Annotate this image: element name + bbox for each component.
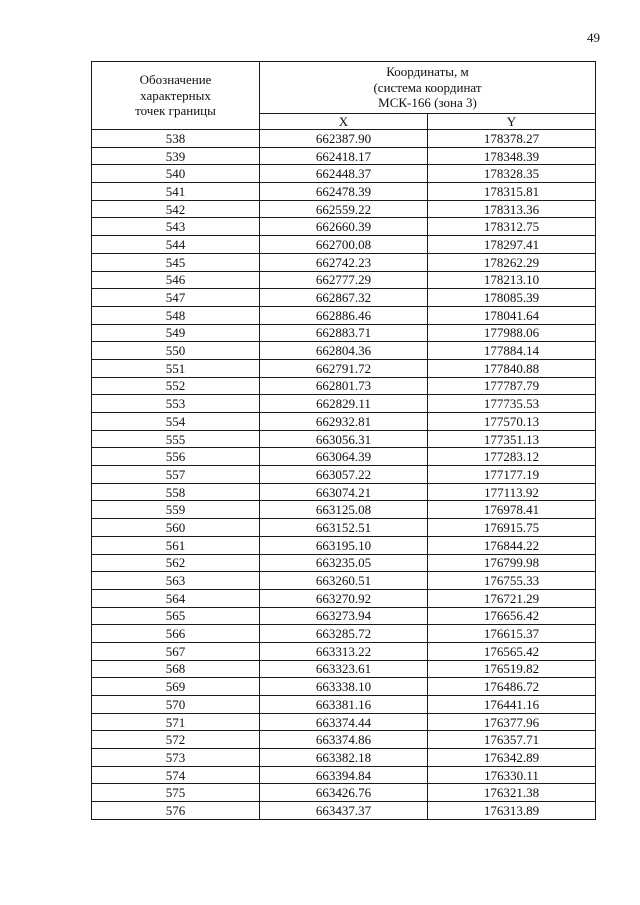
table-row bbox=[92, 572, 596, 590]
point-cell: 541 bbox=[92, 183, 260, 201]
point-cell: 540 bbox=[92, 165, 260, 183]
y-coordinate-cell: 176321.38 bbox=[428, 784, 596, 802]
point-cell: 539 bbox=[92, 147, 260, 165]
y-coordinate-cell: 176755.33 bbox=[428, 572, 596, 590]
table-row bbox=[92, 625, 596, 643]
table-row bbox=[92, 784, 596, 802]
point-cell: 548 bbox=[92, 306, 260, 324]
y-coordinate-cell: 178312.75 bbox=[428, 218, 596, 236]
y-coordinate-cell: 178328.35 bbox=[428, 165, 596, 183]
y-coordinate-cell: 177570.13 bbox=[428, 413, 596, 431]
y-coordinate-cell: 176330.11 bbox=[428, 766, 596, 784]
y-column-header: Y bbox=[428, 114, 596, 130]
y-coordinate-cell: 176978.41 bbox=[428, 501, 596, 519]
y-coordinate-cell: 177787.79 bbox=[428, 377, 596, 395]
table-row bbox=[92, 253, 596, 271]
y-coordinate-cell: 177735.53 bbox=[428, 395, 596, 413]
table-row bbox=[92, 749, 596, 767]
x-coordinate-cell: 662387.90 bbox=[260, 130, 428, 148]
table-row bbox=[92, 713, 596, 731]
y-coordinate-cell: 177884.14 bbox=[428, 342, 596, 360]
table-row bbox=[92, 306, 596, 324]
table-row bbox=[92, 130, 596, 148]
point-cell: 564 bbox=[92, 589, 260, 607]
y-coordinate-cell: 177988.06 bbox=[428, 324, 596, 342]
point-cell: 545 bbox=[92, 253, 260, 271]
table-row bbox=[92, 183, 596, 201]
point-cell: 569 bbox=[92, 678, 260, 696]
y-coordinate-cell: 176615.37 bbox=[428, 625, 596, 643]
y-coordinate-cell: 178297.41 bbox=[428, 236, 596, 254]
y-coordinate-cell: 178262.29 bbox=[428, 253, 596, 271]
point-cell: 556 bbox=[92, 448, 260, 466]
table-row bbox=[92, 731, 596, 749]
coordinates-table bbox=[91, 61, 596, 820]
table-row bbox=[92, 678, 596, 696]
table-row bbox=[92, 395, 596, 413]
x-coordinate-cell: 663338.10 bbox=[260, 678, 428, 696]
x-coordinate-cell: 663394.84 bbox=[260, 766, 428, 784]
x-coordinate-cell: 663056.31 bbox=[260, 430, 428, 448]
y-coordinate-cell: 178085.39 bbox=[428, 289, 596, 307]
point-cell: 544 bbox=[92, 236, 260, 254]
x-coordinate-cell: 662883.71 bbox=[260, 324, 428, 342]
table-row bbox=[92, 536, 596, 554]
point-cell: 566 bbox=[92, 625, 260, 643]
y-coordinate-cell: 178348.39 bbox=[428, 147, 596, 165]
point-cell: 560 bbox=[92, 519, 260, 537]
y-coordinate-cell: 176519.82 bbox=[428, 660, 596, 678]
point-cell: 567 bbox=[92, 642, 260, 660]
x-coordinate-cell: 662791.72 bbox=[260, 359, 428, 377]
table-row bbox=[92, 766, 596, 784]
point-cell: 563 bbox=[92, 572, 260, 590]
table-row bbox=[92, 271, 596, 289]
table-row bbox=[92, 430, 596, 448]
x-coordinate-cell: 663074.21 bbox=[260, 483, 428, 501]
x-coordinate-cell: 662700.08 bbox=[260, 236, 428, 254]
table-row bbox=[92, 165, 596, 183]
point-cell: 551 bbox=[92, 359, 260, 377]
y-coordinate-cell: 178041.64 bbox=[428, 306, 596, 324]
table-body bbox=[92, 130, 596, 820]
y-coordinate-cell: 177840.88 bbox=[428, 359, 596, 377]
point-cell: 547 bbox=[92, 289, 260, 307]
x-coordinate-cell: 662801.73 bbox=[260, 377, 428, 395]
y-coordinate-cell: 176721.29 bbox=[428, 589, 596, 607]
point-cell: 543 bbox=[92, 218, 260, 236]
y-coordinate-cell: 177113.92 bbox=[428, 483, 596, 501]
y-coordinate-cell: 178378.27 bbox=[428, 130, 596, 148]
table-row bbox=[92, 289, 596, 307]
x-coordinate-cell: 662932.81 bbox=[260, 413, 428, 431]
point-cell: 555 bbox=[92, 430, 260, 448]
y-coordinate-cell: 176377.96 bbox=[428, 713, 596, 731]
x-column-header: X bbox=[260, 114, 428, 130]
x-coordinate-cell: 662742.23 bbox=[260, 253, 428, 271]
x-coordinate-cell: 662804.36 bbox=[260, 342, 428, 360]
y-coordinate-cell: 176342.89 bbox=[428, 749, 596, 767]
y-coordinate-cell: 177283.12 bbox=[428, 448, 596, 466]
point-cell: 576 bbox=[92, 802, 260, 820]
x-coordinate-cell: 663285.72 bbox=[260, 625, 428, 643]
x-coordinate-cell: 663260.51 bbox=[260, 572, 428, 590]
table-row bbox=[92, 200, 596, 218]
y-coordinate-cell: 178213.10 bbox=[428, 271, 596, 289]
x-coordinate-cell: 662867.32 bbox=[260, 289, 428, 307]
point-cell: 574 bbox=[92, 766, 260, 784]
table-row bbox=[92, 147, 596, 165]
table-row bbox=[92, 589, 596, 607]
point-cell: 557 bbox=[92, 466, 260, 484]
point-cell: 565 bbox=[92, 607, 260, 625]
point-cell: 538 bbox=[92, 130, 260, 148]
point-cell: 573 bbox=[92, 749, 260, 767]
table-row bbox=[92, 607, 596, 625]
table-row bbox=[92, 377, 596, 395]
table-row bbox=[92, 448, 596, 466]
point-cell: 558 bbox=[92, 483, 260, 501]
point-cell: 559 bbox=[92, 501, 260, 519]
x-coordinate-cell: 662777.29 bbox=[260, 271, 428, 289]
x-coordinate-cell: 662478.39 bbox=[260, 183, 428, 201]
y-coordinate-cell: 176799.98 bbox=[428, 554, 596, 572]
x-coordinate-cell: 663374.86 bbox=[260, 731, 428, 749]
y-coordinate-cell: 178313.36 bbox=[428, 200, 596, 218]
x-coordinate-cell: 663437.37 bbox=[260, 802, 428, 820]
x-coordinate-cell: 662886.46 bbox=[260, 306, 428, 324]
point-cell: 572 bbox=[92, 731, 260, 749]
point-cell: 561 bbox=[92, 536, 260, 554]
x-coordinate-cell: 663057.22 bbox=[260, 466, 428, 484]
point-cell: 568 bbox=[92, 660, 260, 678]
point-cell: 570 bbox=[92, 696, 260, 714]
table-row bbox=[92, 324, 596, 342]
x-coordinate-cell: 663381.16 bbox=[260, 696, 428, 714]
table-row bbox=[92, 359, 596, 377]
x-coordinate-cell: 662829.11 bbox=[260, 395, 428, 413]
point-cell: 550 bbox=[92, 342, 260, 360]
table-row bbox=[92, 413, 596, 431]
table-row bbox=[92, 483, 596, 501]
x-coordinate-cell: 663270.92 bbox=[260, 589, 428, 607]
y-coordinate-cell: 176313.89 bbox=[428, 802, 596, 820]
page-number: 49 bbox=[587, 30, 600, 45]
point-cell: 553 bbox=[92, 395, 260, 413]
y-coordinate-cell: 176915.75 bbox=[428, 519, 596, 537]
point-cell: 554 bbox=[92, 413, 260, 431]
points-column-header: Обозначение характерных точек границы bbox=[92, 62, 260, 130]
x-coordinate-cell: 662660.39 bbox=[260, 218, 428, 236]
x-coordinate-cell: 663313.22 bbox=[260, 642, 428, 660]
x-coordinate-cell: 663152.51 bbox=[260, 519, 428, 537]
x-coordinate-cell: 662418.17 bbox=[260, 147, 428, 165]
x-coordinate-cell: 662448.37 bbox=[260, 165, 428, 183]
table-row bbox=[92, 642, 596, 660]
table-header bbox=[92, 62, 596, 130]
x-coordinate-cell: 663195.10 bbox=[260, 536, 428, 554]
x-coordinate-cell: 663125.08 bbox=[260, 501, 428, 519]
point-cell: 546 bbox=[92, 271, 260, 289]
y-coordinate-cell: 176441.16 bbox=[428, 696, 596, 714]
y-coordinate-cell: 176357.71 bbox=[428, 731, 596, 749]
table-row bbox=[92, 696, 596, 714]
y-coordinate-cell: 178315.81 bbox=[428, 183, 596, 201]
x-coordinate-cell: 663374.44 bbox=[260, 713, 428, 731]
point-cell: 571 bbox=[92, 713, 260, 731]
table-row bbox=[92, 802, 596, 820]
y-coordinate-cell: 176844.22 bbox=[428, 536, 596, 554]
table-row bbox=[92, 218, 596, 236]
table-row bbox=[92, 519, 596, 537]
table-row bbox=[92, 466, 596, 484]
point-cell: 575 bbox=[92, 784, 260, 802]
x-coordinate-cell: 663273.94 bbox=[260, 607, 428, 625]
y-coordinate-cell: 177351.13 bbox=[428, 430, 596, 448]
y-coordinate-cell: 176565.42 bbox=[428, 642, 596, 660]
table-row bbox=[92, 554, 596, 572]
x-coordinate-cell: 663064.39 bbox=[260, 448, 428, 466]
point-cell: 549 bbox=[92, 324, 260, 342]
y-coordinate-cell: 177177.19 bbox=[428, 466, 596, 484]
point-cell: 542 bbox=[92, 200, 260, 218]
point-cell: 552 bbox=[92, 377, 260, 395]
y-coordinate-cell: 176656.42 bbox=[428, 607, 596, 625]
table-row bbox=[92, 660, 596, 678]
x-coordinate-cell: 662559.22 bbox=[260, 200, 428, 218]
table-row bbox=[92, 501, 596, 519]
y-coordinate-cell: 176486.72 bbox=[428, 678, 596, 696]
point-cell: 562 bbox=[92, 554, 260, 572]
x-coordinate-cell: 663235.05 bbox=[260, 554, 428, 572]
x-coordinate-cell: 663382.18 bbox=[260, 749, 428, 767]
x-coordinate-cell: 663323.61 bbox=[260, 660, 428, 678]
x-coordinate-cell: 663426.76 bbox=[260, 784, 428, 802]
table-row bbox=[92, 342, 596, 360]
coordinates-column-header: Координаты, м (система координат МСК-166 (зона 3) bbox=[260, 62, 596, 114]
table-row bbox=[92, 236, 596, 254]
